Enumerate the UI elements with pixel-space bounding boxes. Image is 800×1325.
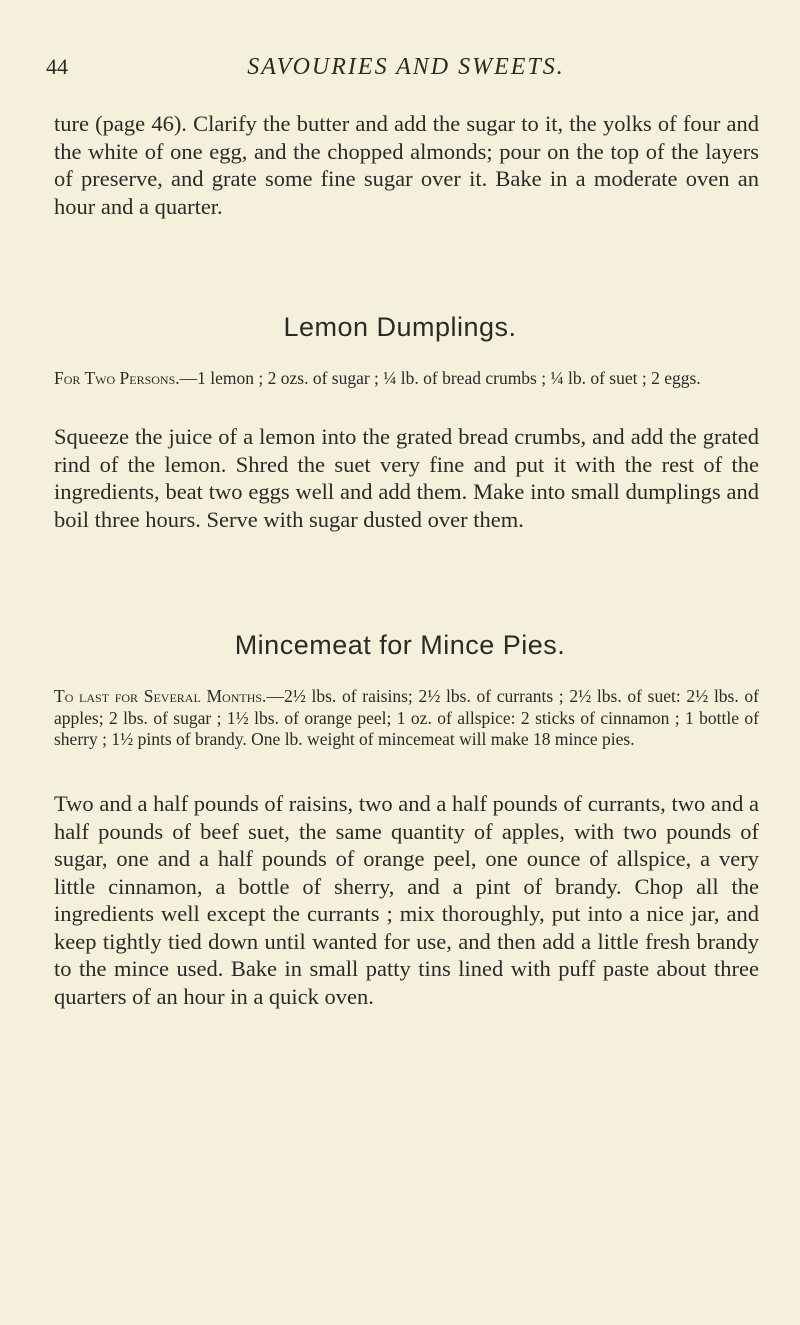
running-header <box>46 54 766 94</box>
recipe-title-mincemeat: Mincemeat for Mince Pies. <box>234 630 566 660</box>
recipe-method-lemon-dumplings: Squeeze the juice of a lemon into the grated bread crumbs, and add the grated rind of the lemon. Shred the suet very fine and put it with the rest of the ingredients, beat two eggs well and add them. Make into small dumplings and boil three hours. Serve with sugar dusted over them. <box>54 424 759 532</box>
running-title: SAVOURIES AND SWEETS. <box>247 54 565 80</box>
intro-paragraph: ture (page 46). Clarify the butter and add the sugar to it, the yolks of four and the white of one egg, and the chopped almonds; pour on the top of the layers of preserve, and grate some fine sugar over it. Bake in a moderate oven an hour and a quarter. <box>54 111 759 219</box>
ingredients-list: —1 lemon ; 2 ozs. of sugar ; ¼ lb. of bread crumbs ; ¼ lb. of suet ; 2 eggs. <box>179 368 701 388</box>
recipe-ingredients-lemon-dumplings <box>54 368 759 390</box>
recipe-method-mincemeat: Two and a half pounds of raisins, two and a half pounds of currants, two and a half pounds of beef suet, the same quantity of apples, with two pounds of sugar, one and a half pounds of orange peel, one ounce of allspice, a very little cinnamon, a bottle of sherry, and a pint of brandy. Chop all the ingredients well except the currants ; mix thoroughly, put into a nice jar, and keep tightly tied down until wanted for use, and then add a little fresh brandy to the mince used. Bake in small patty tins lined with puff paste about three quarters of an hour in a quick oven. <box>54 791 759 1009</box>
recipe-title-lemon-dumplings: Lemon Dumplings. <box>283 312 517 342</box>
page-number: 44 <box>46 54 68 79</box>
recipe-ingredients-mincemeat <box>54 686 759 751</box>
ingredients-lead: For Two Persons. <box>54 368 180 388</box>
ingredients-list: —2½ lbs. of raisins; 2½ lbs. of currants ; 2½ lbs. of suet: 2½ lbs. of apples; 2 lbs. of sugar ; 1½ lbs. of orange peel; 1 oz. of allspice: 2 sticks of cinnamon ; 1 bottle of sherry ; 1½ pints of brandy. One lb. weight of mincemeat will make 18 mince pies. <box>54 686 760 749</box>
ingredients-lead: To last for Several Months. <box>54 686 267 706</box>
